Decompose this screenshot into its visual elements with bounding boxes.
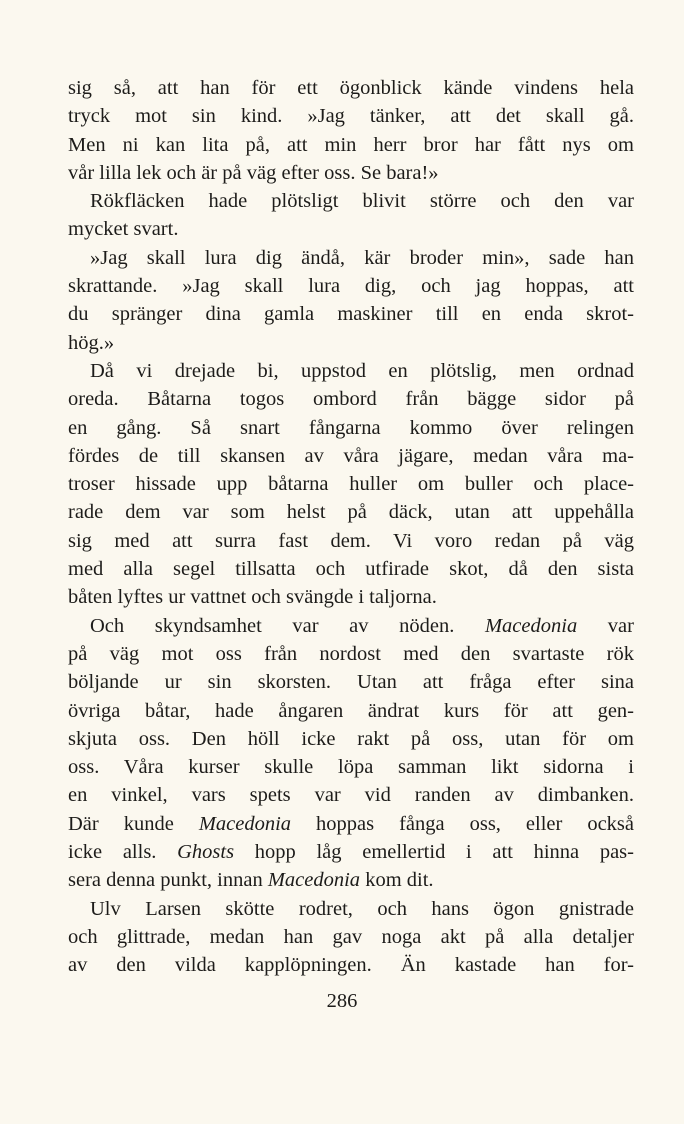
text-run: var (577, 614, 634, 637)
text-run: sera denna punkt, innan (68, 869, 268, 892)
text-run: Där kunde (68, 812, 199, 835)
text-line: hög.» (68, 331, 115, 354)
text-line: troser hissade upp båtarna huller om buller och place- (68, 473, 634, 496)
text-run: Och skyndsamhet var av nöden. (90, 614, 485, 637)
text-line: en vinkel, vars spets var vid randen av dimbanken. (68, 784, 634, 807)
text-line: »Jag skall lura dig ändå, kär broder min», sade han (90, 246, 634, 269)
page-body (68, 74, 634, 980)
text-line: av den vilda kapplöpningen. Än kastade han for- (68, 954, 634, 977)
text-line: rade dem var som helst på däck, utan att uppehålla (68, 501, 634, 524)
text-line (68, 866, 634, 894)
text-line (68, 612, 634, 640)
text-line: skrattande. »Jag skall lura dig, och jag hoppas, att (68, 275, 634, 298)
text-line: Ulv Larsen skötte rodret, och hans ögon gnistrade (90, 897, 634, 920)
text-line: sig så, att han för ett ögonblick kände vindens hela (68, 77, 634, 99)
text-line: och glittrade, medan han gav noga akt på alla detaljer (68, 925, 634, 948)
text-line: tryck mot sin kind. »Jag tänker, att det skall gå. (68, 105, 634, 128)
text-line (68, 810, 634, 838)
text-line: oss. Våra kurser skulle löpa samman likt sidorna i (68, 756, 634, 779)
text-line: skjuta oss. Den höll icke rakt på oss, utan för om (68, 727, 634, 750)
ship-name: Macedonia (198, 812, 292, 835)
text-line: Men ni kan lita på, att min herr bror har fått nys om (68, 133, 634, 156)
text-line: båten lyftes ur vattnet och svängde i taljorna. (68, 586, 437, 609)
text-run: kom dit. (360, 869, 434, 892)
text-line: oreda. Båtarna togos ombord från bägge sidor på (68, 388, 634, 411)
text-line: vår lilla lek och är på väg efter oss. Se bara!» (68, 161, 439, 184)
ship-name: Macedonia (267, 869, 361, 892)
text-line: Då vi drejade bi, uppstod en plötslig, men ordnad (90, 359, 634, 382)
text-run: hopp låg emellertid i att hinna pas- (234, 841, 634, 864)
text-line: fördes de till skansen av våra jägare, medan våra ma- (68, 444, 634, 467)
page-number: 286 (326, 990, 358, 1012)
ship-name: Ghosts (177, 841, 235, 864)
text-line: sig med att surra fast dem. Vi voro redan på väg (68, 529, 634, 552)
ship-name: Macedonia (484, 614, 578, 637)
text-run: hoppas fånga oss, eller också (291, 812, 634, 835)
text-line (68, 838, 634, 866)
text-line: böljande ur sin skorsten. Utan att fråga efter sina (68, 671, 634, 694)
text-run: icke alls. (68, 841, 178, 864)
text-line: du spränger dina gamla maskiner till en enda skrot- (68, 303, 634, 326)
text-line: en gång. Så snart fångarna kommo över relingen (68, 416, 634, 439)
text-line: med alla segel tillsatta och utfirade skot, då den sista (68, 558, 634, 581)
text-line: Rökfläcken hade plötsligt blivit större och den var (90, 190, 634, 213)
text-line: mycket svart. (68, 218, 179, 241)
text-line: övriga båtar, hade ångaren ändrat kurs för att gen- (68, 699, 634, 722)
text-line: på väg mot oss från nordost med den svartaste rök (68, 642, 634, 665)
